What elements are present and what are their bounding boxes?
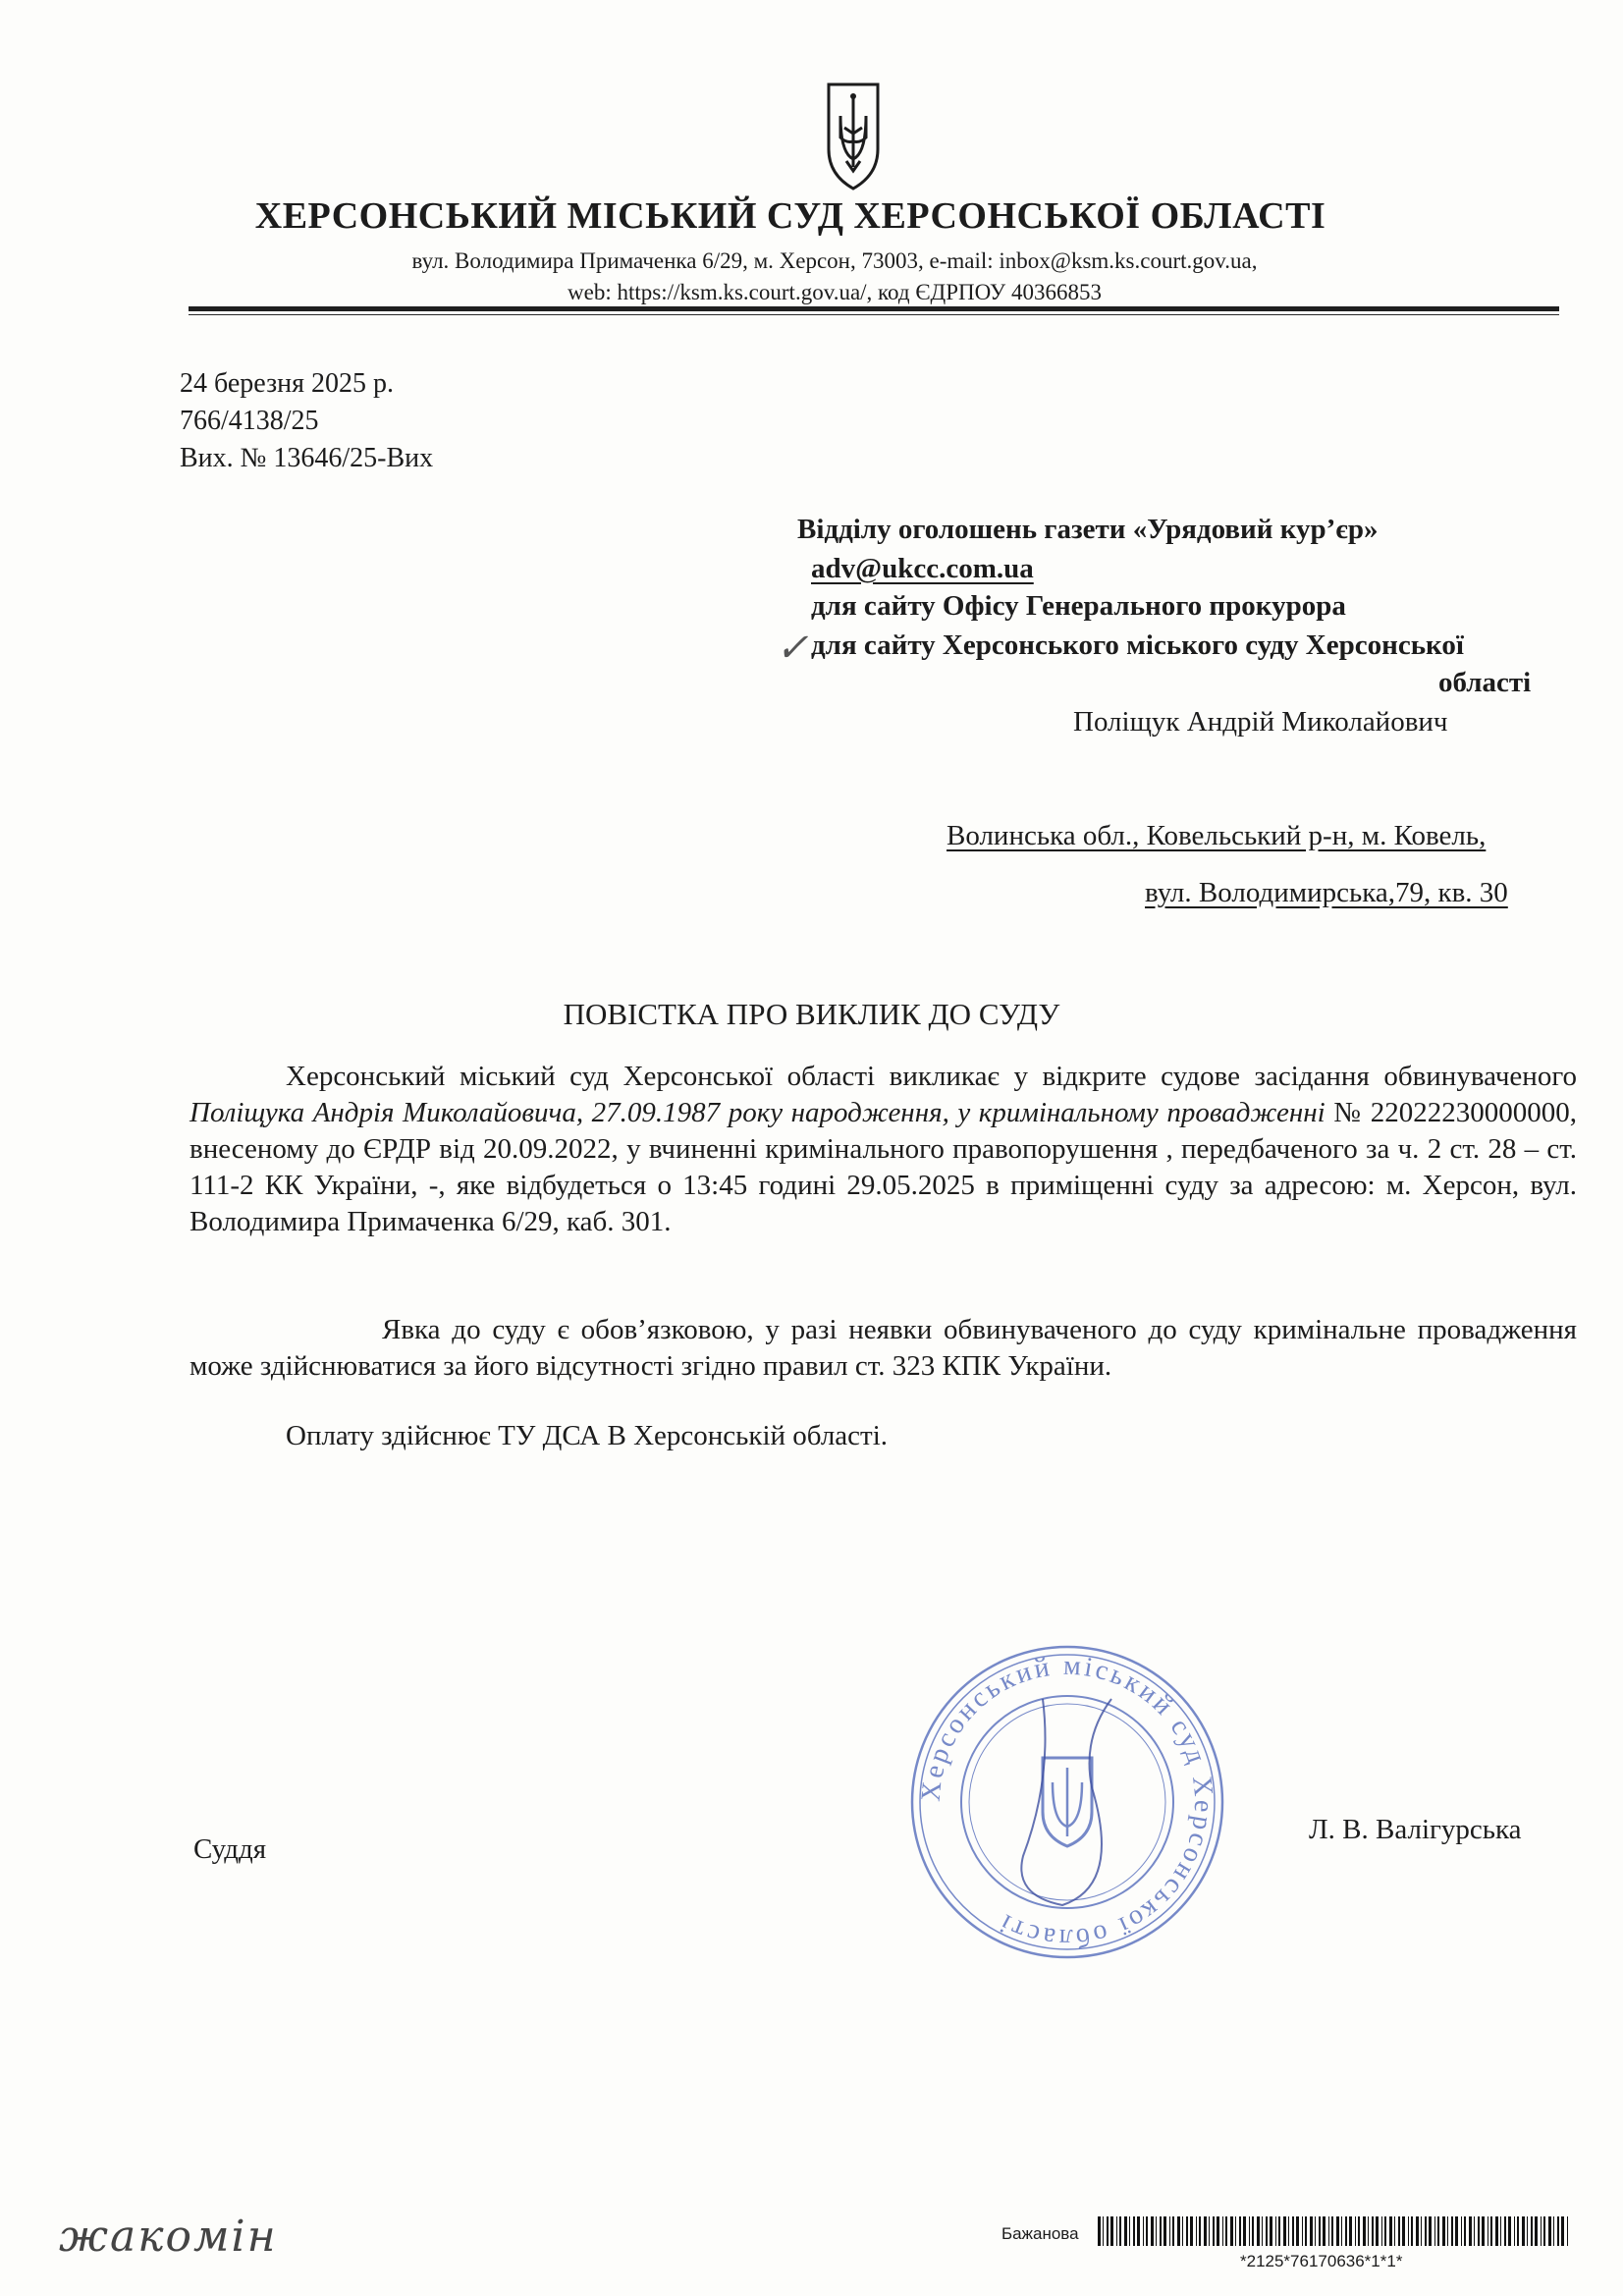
court-web-line: web: https://ksm.ks.court.gov.ua/, код ЄДРПОУ 40366853: [568, 280, 1102, 304]
registration-block: [180, 365, 433, 477]
header-rule: [189, 306, 1559, 311]
addressee-newspaper: Відділу оголошень газети «Урядовий кур’єр»: [797, 514, 1379, 545]
barcode-icon: [1098, 2216, 1575, 2246]
case-number: 766/4138/25: [180, 406, 319, 436]
document-title: ПОВІСТКА ПРО ВИКЛИК ДО СУДУ: [563, 997, 1060, 1031]
check-mark-icon: ✓: [776, 626, 809, 670]
addressee-address-line1: Волинська обл., Ковельський р-н, м. Ковель,: [947, 820, 1487, 851]
barcode-label: Бажанова: [1001, 2224, 1079, 2243]
seal-text: Херсонський міський суд Херсонської області: [915, 1650, 1219, 1954]
addressee-court-site: для сайту Херсонського міського суду Херсонської: [811, 629, 1464, 661]
defendant-details: Поліщука Андрія Миколайовича, 27.09.1987 року народження, у кримінальному провадженні: [189, 1097, 1325, 1128]
addressee-court-site-cont: області: [1438, 667, 1532, 698]
handwritten-note: жакомін: [59, 2212, 278, 2262]
outgoing-number: Вих. № 13646/25-Вих: [180, 443, 434, 473]
barcode-number: *2125*76170636*1*1*: [1240, 2252, 1403, 2270]
court-address-line: вул. Володимира Примаченка 6/29, м. Херсон, 73003, e-mail: inbox@ksm.ks.court.gov.ua,: [411, 248, 1258, 273]
addressee-address-line2: вул. Володимирська,79, кв. 30: [1145, 877, 1508, 908]
court-name-heading: ХЕРСОНСЬКИЙ МІСЬКИЙ СУД ХЕРСОНСЬКОЇ ОБЛАСТІ: [254, 195, 1326, 237]
header-rule-thin: [189, 314, 1559, 315]
court-seal-stamp: [905, 1640, 1229, 1964]
summons-text-part2: № 22022230000000, внесеному до ЄРДР від 20.09.2022, у вчиненні кримінального правопорушення , передбаченого за ч. 2 ст. 28 – ст. 111-2 КК України, -, яке відбудеться о 13:45 годині 29.05.2025 в приміщенні суду за адресою: м. Херсон, вул. Володимира Примаченка 6/29, каб. 301.: [189, 1097, 1577, 1237]
addressee-person: Поліщук Андрій Миколайович: [1073, 706, 1448, 738]
judge-name: Л. В. Валігурська: [1309, 1814, 1522, 1845]
court-contacts: [295, 246, 1375, 308]
judge-label: Суддя: [193, 1833, 267, 1865]
attendance-paragraph: Явка до суду є обов’язковою, у разі неявки обвинуваченого до суду кримінальне провадження може здійснюватися за його відсутності згідно правил ст. 323 КПК України.: [189, 1314, 1577, 1382]
coat-of-arms-icon: [825, 77, 882, 192]
summons-text-part1: Херсонський міський суд Херсонської області викликає у відкрите судове засідання обвинуваченого: [286, 1061, 1577, 1092]
addressee-email: adv@ukcc.com.ua: [811, 553, 1034, 584]
payment-paragraph: Оплату здійснює ТУ ДСА В Херсонській області.: [286, 1420, 889, 1451]
summons-paragraph-main: [189, 1059, 1577, 1240]
addressee-prosecutor-site: для сайту Офісу Генерального прокурора: [811, 590, 1346, 622]
document-date: 24 березня 2025 р.: [180, 368, 394, 399]
